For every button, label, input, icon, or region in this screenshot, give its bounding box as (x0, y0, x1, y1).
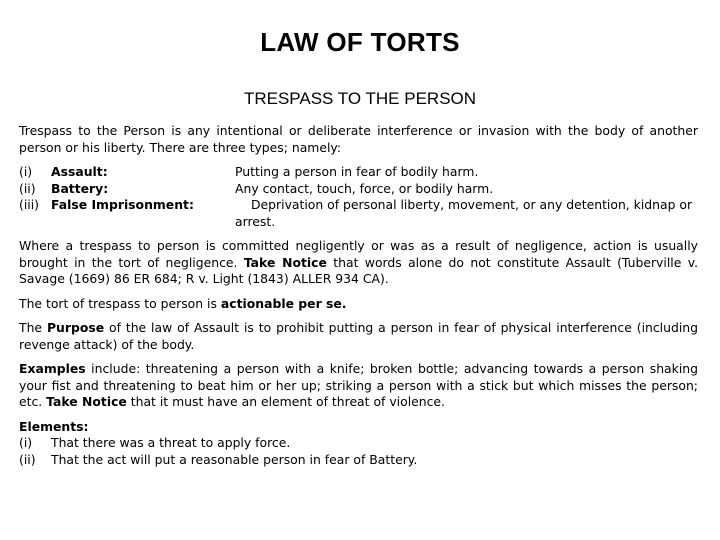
actionable-emphasis: actionable per se. (220, 295, 347, 311)
type-name: Assault: (51, 164, 108, 179)
types-names-column (19, 164, 235, 230)
type-description: Putting a person in fear of bodily harm. (235, 164, 479, 179)
type-description: Any contact, touch, force, or bodily harm. (235, 180, 494, 196)
document-body (19, 123, 698, 468)
type-name: Battery: (51, 180, 109, 196)
element-text: That the act will put a reasonable person in fear of Battery. (51, 451, 418, 467)
purpose-emphasis: Purpose (46, 320, 105, 335)
element-number: (ii) (19, 451, 36, 467)
page-title: LAW OF TORTS (260, 27, 460, 57)
type-item-false-imprisonment (19, 197, 235, 214)
type-number: (iii) (19, 197, 39, 212)
elements-heading: Elements: (19, 418, 89, 434)
types-descriptions-column (235, 164, 698, 230)
actionable-paragraph: The tort of trespass to person is actionable per se. (19, 295, 347, 311)
examples-emphasis: Examples (19, 361, 86, 376)
element-text: That there was a threat to apply force. (51, 435, 291, 450)
type-description: Deprivation of personal liberty, movement, or any detention, kidnap or arrest. (235, 197, 693, 229)
type-item-battery (19, 181, 235, 198)
trespass-types-list (19, 164, 698, 230)
intro-paragraph: Trespass to the Person is any intentional or deliberate interference or invasion with the body of another person or his liberty. There are three types; namely: (19, 123, 698, 155)
type-item-assault (19, 164, 235, 181)
section-subtitle: TRESPASS TO THE PERSON (243, 89, 477, 108)
type-number: (ii) (19, 180, 36, 196)
negligence-paragraph: Where a trespass to person is committed negligently or was as a result of negligence, action is usually brought in the tort of negligence. Take Notice that words alone do not constitute Assault (Tuberville v. Savage (1669) 86 ER 684; R v. Light (1843) ALLER 934 CA). (19, 238, 699, 286)
type-name: False Imprisonment: (51, 197, 194, 212)
purpose-paragraph: The Purpose of the law of Assault is to prohibit putting a person in fear of physical interference (including revenge attack) of the body. (19, 320, 698, 352)
examples-paragraph: Examples include: threatening a person with a knife; broken bottle; advancing towards a person shaking your fist and threatening to beat him or her up; striking a person with a stick but which misses the person; etc. Take Notice that it must have an element of threat of violence. (19, 361, 698, 409)
element-number: (i) (19, 435, 33, 450)
take-notice-emphasis: Take Notice (46, 394, 127, 409)
elements-section (19, 419, 698, 469)
element-item (19, 435, 698, 452)
element-item (19, 452, 698, 469)
type-number: (i) (19, 164, 33, 179)
take-notice-emphasis: Take Notice (243, 254, 327, 270)
